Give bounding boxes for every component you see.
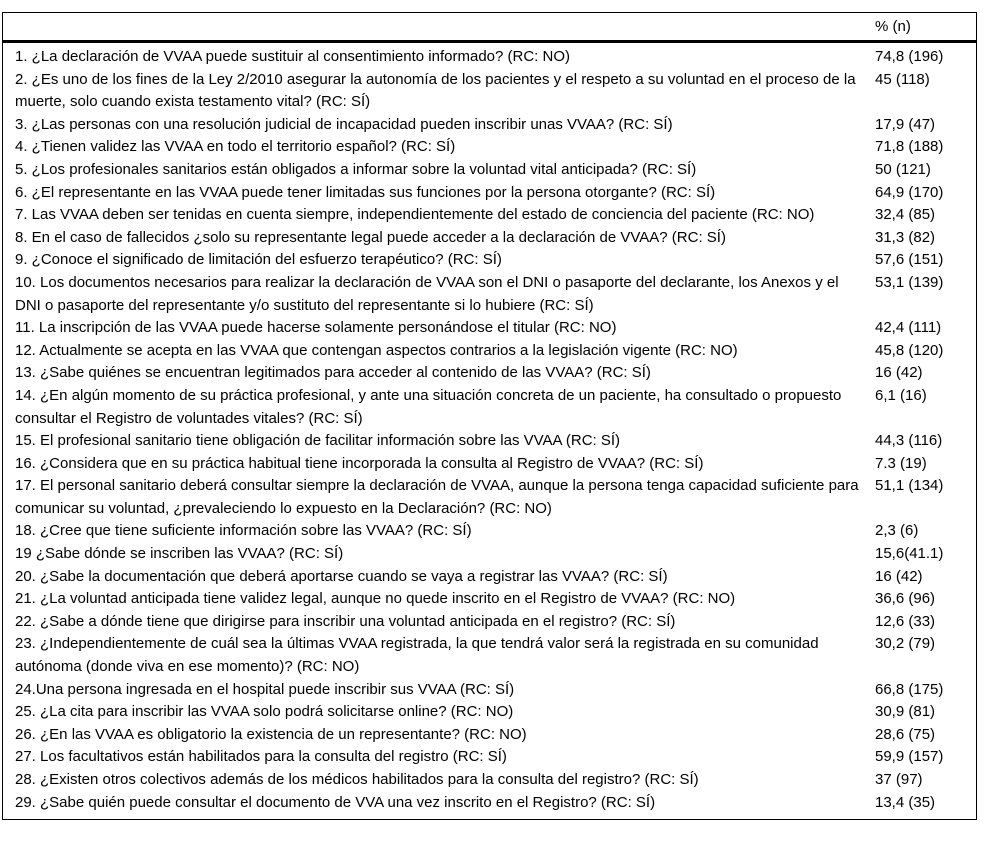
table-row — [3, 249, 976, 272]
table-row — [3, 566, 976, 589]
question-cell: 17. El personal sanitario deberá consultar siempre la declaración de VVAA, aunque la persona tenga capacidad suficiente para comunicar su voluntad, ¿prevaleciendo lo expuesto en la Declaración? (RC: NO) — [15, 477, 859, 517]
question-cell: 16. ¿Considera que en su práctica habitual tiene incorporada la consulta al Registro de VVAA? (RC: SÍ) — [15, 454, 704, 472]
question-cell: 3. ¿Las personas con una resolución judicial de incapacidad pueden inscribir unas VVAA? (RC: SÍ) — [15, 115, 673, 133]
value-cell: 16 (42) — [875, 364, 923, 382]
table-row — [3, 475, 976, 520]
value-cell: 59,9 (157) — [875, 748, 944, 766]
table-row — [3, 792, 976, 815]
table-row — [3, 182, 976, 205]
table-row — [3, 362, 976, 385]
table-row — [3, 543, 976, 566]
question-cell: 1. ¿La declaración de VVAA puede sustituir al consentimiento informado? (RC: NO) — [15, 48, 570, 65]
question-cell: 2. ¿Es uno de los fines de la Ley 2/2010 asegurar la autonomía de los pacientes y el respeto a su voluntad en el proceso de la muerte, solo cuando exista testamento vital? (RC: SÍ) — [15, 70, 856, 111]
question-cell: 15. El profesional sanitario tiene obligación de facilitar información sobre las VVAA (RC: SÍ) — [15, 432, 621, 450]
table-row — [3, 679, 976, 702]
question-cell: 21. ¿La voluntad anticipada tiene validez legal, aunque no quede inscrito en el Registro de VVAA? (RC: NO) — [15, 590, 736, 608]
value-cell: 36,6 (96) — [875, 590, 936, 608]
question-cell: 11. La inscripción de las VVAA puede hacerse solamente personándose el titular (RC: NO) — [15, 319, 617, 337]
percent-n-column-header: % (n) — [875, 18, 911, 35]
table-row — [3, 453, 976, 476]
question-cell: 7. Las VVAA deben ser tenidas en cuenta siempre, independientemente del estado de conciencia del paciente (RC: NO) — [15, 206, 815, 224]
value-cell: 45 (118) — [875, 70, 930, 88]
question-cell: 14. ¿En algún momento de su práctica profesional, y ante una situación concreta de un paciente, ha consultado o propuesto consultar el Registro de voluntades vitales? (RC: SÍ) — [15, 386, 842, 427]
value-cell: 30,2 (79) — [875, 635, 936, 653]
table-row — [3, 520, 976, 543]
value-cell: 45,8 (120) — [875, 341, 944, 359]
question-cell: 9. ¿Conoce el significado de limitación del esfuerzo terapéutico? (RC: SÍ) — [15, 251, 502, 269]
question-cell: 22. ¿Sabe a dónde tiene que dirigirse para inscribir una voluntad anticipada en el registro? (RC: SÍ) — [15, 612, 676, 630]
value-cell: 6,1 (16) — [875, 386, 927, 404]
table-row — [3, 701, 976, 724]
table-row — [3, 46, 976, 69]
question-cell: 5. ¿Los profesionales sanitarios están obligados a informar sobre la voluntad vital anticipada? (RC: SÍ) — [15, 160, 697, 178]
table-row — [3, 746, 976, 769]
question-cell: 24.Una persona ingresada en el hospital puede inscribir sus VVAA (RC: SÍ) — [15, 680, 515, 698]
table-row — [3, 159, 976, 182]
value-cell: 42,4 (111) — [875, 319, 942, 337]
value-cell: 31,3 (82) — [875, 228, 936, 246]
value-cell: 66,8 (175) — [875, 680, 944, 698]
table-row — [3, 340, 976, 363]
value-cell: 30,9 (81) — [875, 703, 936, 721]
value-cell: 53,1 (139) — [875, 273, 944, 291]
value-cell: 37 (97) — [875, 771, 923, 788]
question-cell: 4. ¿Tienen validez las VVAA en todo el territorio español? (RC: SÍ) — [15, 138, 456, 156]
table-row — [3, 588, 976, 611]
value-cell: 57,6 (151) — [875, 251, 944, 269]
value-cell: 16 (42) — [875, 567, 923, 585]
question-cell: 25. ¿La cita para inscribir las VVAA solo podrá solicitarse online? (RC: NO) — [15, 703, 514, 721]
question-cell: 28. ¿Existen otros colectivos además de los médicos habilitados para la consulta del registro? (RC: SÍ) — [15, 771, 699, 788]
question-cell: 23. ¿Independientemente de cuál sea la últimas VVAA registrada, la que tendrá valor será la registrada en su comunidad autónoma (donde viva en ese momento)? (RC: NO) — [15, 635, 819, 676]
table-body — [3, 43, 976, 819]
value-cell: 74,8 (196) — [875, 48, 944, 65]
table-row — [3, 136, 976, 159]
table-row — [3, 633, 976, 678]
table-row — [3, 385, 976, 430]
table-row — [3, 724, 976, 747]
value-cell: 28,6 (75) — [875, 725, 936, 743]
table-row — [3, 272, 976, 317]
table-row — [3, 69, 976, 114]
table-row — [3, 114, 976, 137]
question-cell: 13. ¿Sabe quiénes se encuentran legitimados para acceder al contenido de las VVAA? (RC: SÍ) — [15, 364, 651, 382]
question-cell: 27. Los facultativos están habilitados para la consulta del registro (RC: SÍ) — [15, 748, 507, 766]
value-cell: 44,3 (116) — [875, 432, 943, 450]
table-row — [3, 204, 976, 227]
value-cell: 71,8 (188) — [875, 138, 944, 156]
question-cell: 20. ¿Sabe la documentación que deberá aportarse cuando se vaya a registrar las VVAA? (RC: SÍ) — [15, 567, 668, 585]
question-cell: 8. En el caso de fallecidos ¿solo su representante legal puede acceder a la declaración de VVAA? (RC: SÍ) — [15, 228, 726, 246]
table-row — [3, 769, 976, 792]
question-cell: 19 ¿Sabe dónde se inscriben las VVAA? (RC: SÍ) — [15, 545, 344, 563]
value-cell: 15,6(41.1) — [875, 545, 944, 563]
table-header-row — [3, 13, 976, 43]
table-row — [3, 317, 976, 340]
value-cell: 51,1 (134) — [875, 477, 944, 495]
question-cell: 26. ¿En las VVAA es obligatorio la existencia de un representante? (RC: NO) — [15, 725, 527, 743]
question-cell: 6. ¿El representante en las VVAA puede tener limitadas sus funciones por la persona otorgante? (RC: SÍ) — [15, 183, 716, 201]
table-row — [3, 227, 976, 250]
table-row — [3, 430, 976, 453]
value-cell: 64,9 (170) — [875, 183, 944, 201]
value-cell: 7.3 (19) — [875, 454, 927, 472]
value-cell: 13,4 (35) — [875, 793, 936, 811]
value-cell: 2,3 (6) — [875, 522, 919, 540]
survey-results-table — [2, 12, 977, 820]
table-row — [3, 611, 976, 634]
question-cell: 12. Actualmente se acepta en las VVAA que contengan aspectos contrarios a la legislación vigente (RC: NO) — [15, 341, 738, 359]
question-cell: 29. ¿Sabe quién puede consultar el documento de VVA una vez inscrito en el Registro? (RC: SÍ) — [15, 793, 656, 811]
value-cell: 32,4 (85) — [875, 206, 936, 224]
value-cell: 50 (121) — [875, 160, 931, 178]
value-cell: 17,9 (47) — [875, 115, 936, 133]
question-cell: 10. Los documentos necesarios para realizar la declaración de VVAA son el DNI o pasaporte del declarante, los Anexos y el DNI o pasaporte del representante y/o sustituto del representante si lo hubiere (RC: SÍ) — [15, 273, 839, 314]
question-cell: 18. ¿Cree que tiene suficiente información sobre las VVAA? (RC: SÍ) — [15, 522, 472, 540]
value-cell: 12,6 (33) — [875, 612, 936, 630]
